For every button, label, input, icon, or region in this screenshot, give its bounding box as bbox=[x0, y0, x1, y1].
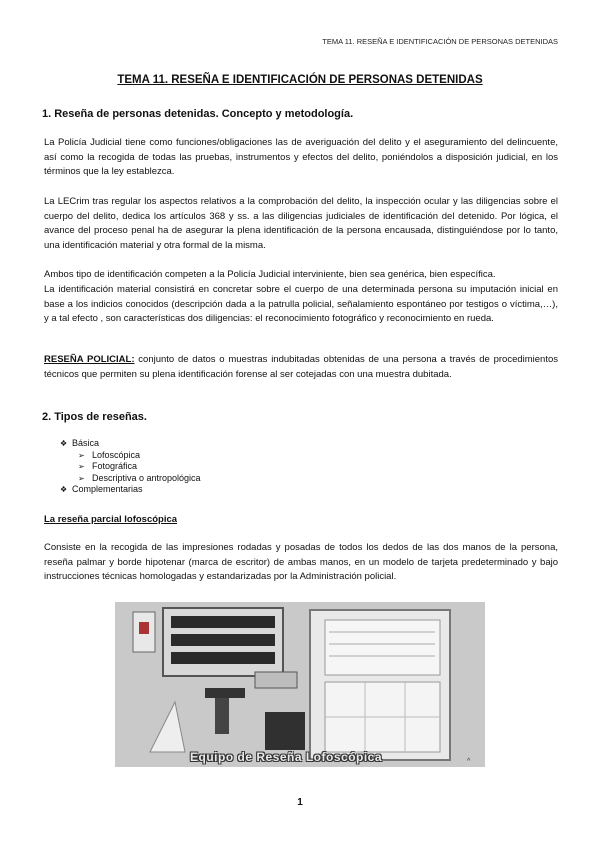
resena-policial-text: conjunto de datos o muestras indubitadas obtenidas de una persona a través de procedimientos técnicos que permiten su plena identificación forense al ser cotejadas con una muestra dubitada. bbox=[44, 354, 559, 380]
list-item: ➢ Lofoscópica bbox=[78, 449, 141, 460]
subsection-heading: La reseña parcial lofoscópica bbox=[44, 514, 178, 525]
figure-marker: ^ bbox=[467, 758, 471, 765]
page-title: TEMA 11. RESEÑA E IDENTIFICACIÓN DE PERSONAS DETENIDAS bbox=[117, 74, 483, 86]
paragraph-material-identification: La identificación material consistirá en concretar sobre el cuerpo de una determinada persona su imputación inicial en base a los indicios conocidos (descripción dada a la patrulla policial, señalamiento espontáneo por testigos o víctima,…), y a tal efecto , son características dos diligencias: el reconocimiento fotográfico y reconocimiento en rueda. bbox=[44, 284, 558, 324]
section-2-heading: 2. Tipos de reseñas. bbox=[42, 411, 147, 423]
page-number: 1 bbox=[297, 797, 303, 808]
arrow-bullet-icon: ➢ bbox=[78, 473, 85, 483]
paragraph-resena-policial bbox=[44, 353, 558, 382]
list-item: ❖ Complementarias bbox=[60, 484, 143, 494]
running-header: TEMA 11. RESEÑA E IDENTIFICACIÓN DE PERSONAS DETENIDAS bbox=[322, 37, 558, 46]
section-1-heading: 1. Reseña de personas detenidas. Concepto y metodología. bbox=[42, 108, 354, 120]
list-item: ➢ Descriptiva o antropológica bbox=[78, 472, 201, 483]
list-item: ❖ Básica bbox=[60, 438, 100, 448]
paragraph-lofoscopica: Consiste en la recogida de las impresiones rodadas y posadas de todos los dedos de las dos manos de la persona, reseña palmar y borde hipotenar (marca de escritor) de ambas manos, en un modelo de tarjeta predeterminado y bajo instrucciones técnicas homologadas y estandarizadas por la Administración policial. bbox=[44, 542, 558, 582]
paragraph-identification-types: Ambos tipo de identificación competen a la Policía Judicial interviniente, bien sea genérica, bien específica. bbox=[44, 269, 496, 280]
diamond-bullet-icon: ❖ bbox=[60, 485, 68, 494]
photo-caption: Equipo de Reseña Lofoscópica bbox=[190, 750, 383, 764]
list-item: ➢ Fotográfica bbox=[78, 461, 138, 471]
equipment-photo bbox=[115, 602, 485, 767]
equipment-illustration bbox=[115, 602, 485, 767]
arrow-bullet-icon: ➢ bbox=[78, 450, 85, 460]
diamond-bullet-icon: ❖ bbox=[60, 439, 68, 448]
paragraph-functions: La Policía Judicial tiene como funciones/obligaciones las de averiguación del delito y el aseguramiento del delincuente, así como la recogida de todas las pruebas, instrumentos y efectos del delito, poniéndolos a disposición judicial, en los términos que la ley establezca. bbox=[44, 137, 558, 177]
paragraph-lecrim: La LECrim tras regular los aspectos relativos a la comprobación del delito, la inspección ocular y las diligencias sobre el cuerpo del delito, dedica los artículos 368 y ss. a las diligencias judiciales de identificación del detenido. Por lógica, el avance del proceso penal ha de asegurar la plena identificación de la persona encausada, distinguiéndose por lo tanto, una identificación material y otra formal de la misma. bbox=[44, 196, 558, 251]
arrow-bullet-icon: ➢ bbox=[78, 462, 85, 471]
resena-policial-label: RESEÑA POLICIAL: bbox=[44, 354, 135, 365]
resena-types-list bbox=[60, 438, 201, 496]
